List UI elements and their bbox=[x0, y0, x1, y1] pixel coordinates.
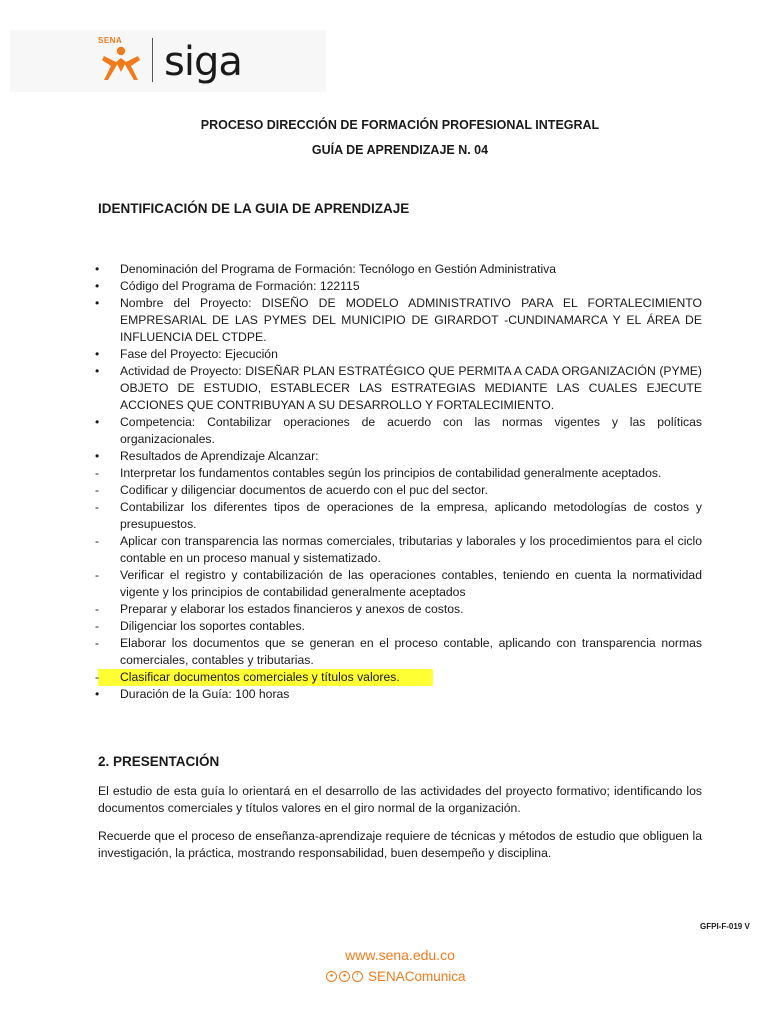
identification-list bbox=[98, 261, 702, 703]
list-item bbox=[98, 278, 702, 295]
list-item-text: Resultados de Aprendizaje Alcanzar: bbox=[120, 449, 319, 463]
list-item bbox=[98, 448, 702, 465]
list-item-text: Codificar y diligenciar documentos de acuerdo con el puc del sector. bbox=[120, 483, 488, 497]
instagram-icon: ● bbox=[326, 971, 337, 982]
list-item-text: Interpretar los fundamentos contables según los principios de contabilidad generalmente aceptados. bbox=[120, 466, 662, 480]
facebook-icon: f bbox=[352, 971, 363, 982]
footer-url-link[interactable]: www.sena.edu.co bbox=[345, 947, 455, 963]
list-item bbox=[98, 601, 702, 618]
list-item bbox=[98, 295, 702, 346]
list-item bbox=[98, 363, 702, 414]
list-item bbox=[98, 499, 702, 533]
list-item bbox=[98, 261, 702, 278]
list-item bbox=[98, 618, 702, 635]
list-item-text: Competencia: Contabilizar operaciones de acuerdo con las normas vigentes y las políticas organizacionales. bbox=[120, 415, 702, 446]
list-item-text: Clasificar documentos comerciales y títulos valores. bbox=[120, 670, 400, 684]
list-item-text: Aplicar con transparencia las normas comerciales, tributarias y laborales y los procedimientos para el ciclo contable en un proceso manual y sistematizado. bbox=[120, 534, 702, 565]
list-item-text: Preparar y elaborar los estados financieros y anexos de costos. bbox=[120, 602, 464, 616]
presentation-paragraph: Recuerde que el proceso de enseñanza-aprendizaje requiere de técnicas y métodos de estudio que obliguen la investigación, la práctica, mostrando responsabilidad, buen desempeño y disciplina. bbox=[98, 829, 702, 860]
list-item bbox=[98, 533, 702, 567]
siga-logo-text: siga bbox=[164, 39, 242, 85]
logo-area bbox=[96, 36, 246, 86]
list-item-text: Verificar el registro y contabilización de las operaciones contables, teniendo en cuenta la normatividad vigente y los principios de contabilidad generalmente aceptados bbox=[120, 568, 702, 599]
list-item-text: Nombre del Proyecto: DISEÑO DE MODELO ADMINISTRATIVO PARA EL FORTALECIMIENTO EMPRESARIAL DE LAS PYMES DEL MUNICIPIO DE GIRARDOT -CUNDINAMARCA Y EL ÁREA DE INFLUENCIA DEL CTDPE. bbox=[120, 296, 702, 344]
list-item-text: Código del Programa de Formación: 122115 bbox=[120, 279, 360, 293]
list-item-text: Denominación del Programa de Formación: Tecnólogo en Gestión Administrativa bbox=[120, 262, 557, 276]
list-item bbox=[98, 635, 702, 669]
list-item bbox=[98, 669, 433, 686]
list-item-text: Elaborar los documentos que se generan en el proceso contable, aplicando con transparencia normas comerciales, contables y tributarias. bbox=[120, 636, 702, 667]
section-presentation-heading: 2. PRESENTACIÓN bbox=[98, 754, 220, 769]
section-identification-heading: IDENTIFICACIÓN DE LA GUIA DE APRENDIZAJE bbox=[98, 201, 410, 216]
guide-number-title: GUÍA DE APRENDIZAJE N. 04 bbox=[311, 143, 489, 157]
list-item-text: Fase del Proyecto: Ejecución bbox=[120, 347, 278, 361]
list-item-text: Contabilizar los diferentes tipos de operaciones de la empresa, aplicando metodologías de costos y presupuestos. bbox=[120, 500, 702, 531]
footer-social bbox=[326, 967, 466, 985]
logo-divider bbox=[152, 38, 153, 82]
list-item-text: Duración de la Guía: 100 horas bbox=[120, 687, 290, 701]
list-item bbox=[98, 465, 702, 482]
presentation-paragraph: El estudio de esta guía lo orientará en el desarrollo de las actividades del proyecto formativo; identificando los documentos comerciales y títulos valores en el giro normal de la organización. bbox=[98, 784, 702, 815]
list-item-text: Actividad de Proyecto: DISEÑAR PLAN ESTRATÉGICO QUE PERMITA A CADA ORGANIZACIÓN (PYME) OBJETO DE ESTUDIO, ESTABLECER LAS ESTRATEGIAS MEDIANTE LAS CUALES EJECUTE ACCIONES QUE CONTRIBUYAN A SU DESARROLLO Y FORTALECIMIENTO. bbox=[120, 364, 702, 412]
list-item bbox=[98, 482, 702, 499]
social-handle: SENAComunica bbox=[368, 968, 466, 984]
list-item bbox=[98, 567, 702, 601]
document-title: PROCESO DIRECCIÓN DE FORMACIÓN PROFESIONAL INTEGRAL bbox=[200, 118, 600, 132]
sena-logo-text: SENA bbox=[98, 36, 123, 45]
document-code: GFPI-F-019 V bbox=[700, 922, 750, 931]
twitter-icon: ● bbox=[339, 971, 350, 982]
list-item-text: Diligenciar los soportes contables. bbox=[120, 619, 305, 633]
list-item bbox=[98, 346, 702, 363]
list-item bbox=[98, 414, 702, 448]
list-item bbox=[98, 686, 702, 703]
